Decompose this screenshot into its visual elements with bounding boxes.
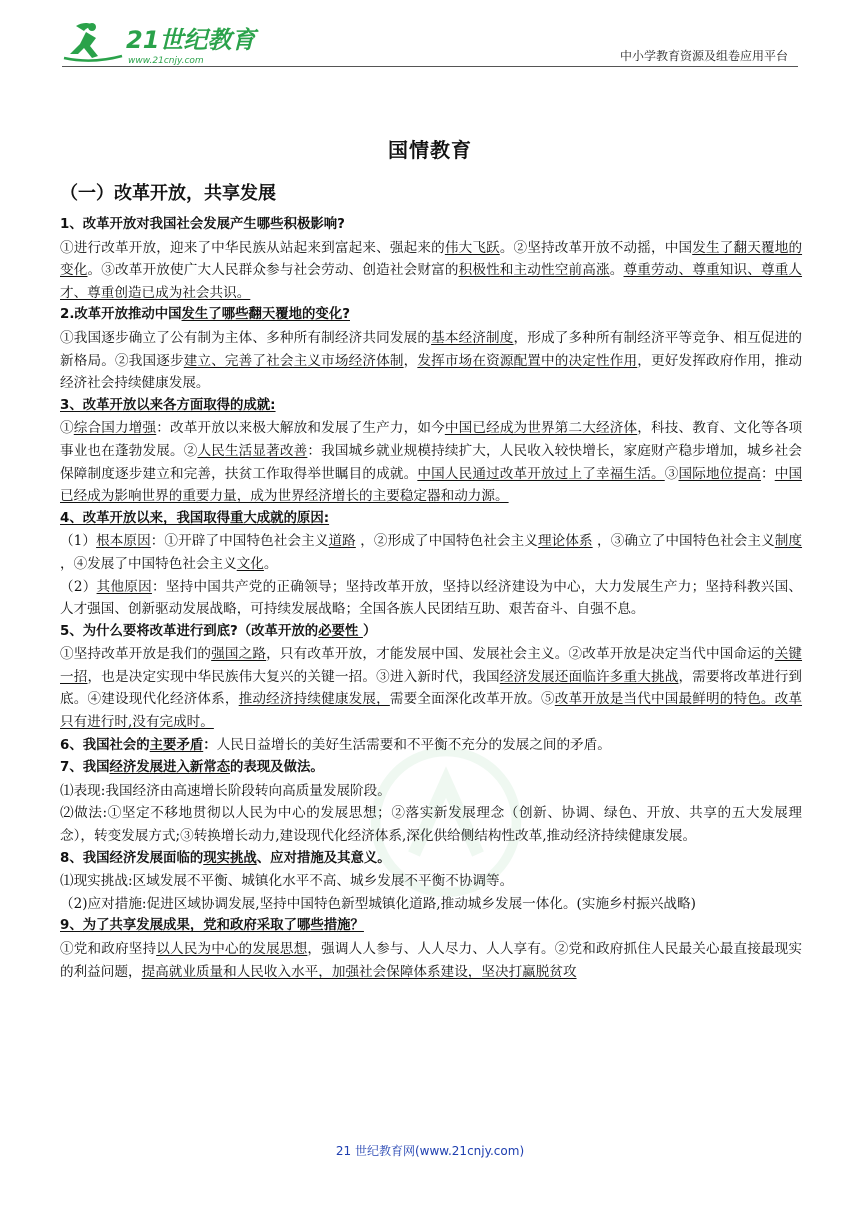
svg-text:21世纪教育: 21世纪教育 [126, 26, 256, 54]
question-8: 8、我国经济发展面临的现实挑战、应对措施及其意义。 [60, 850, 391, 866]
answer-9: ①党和政府坚持以人民为中心的发展思想，强调人人参与、人人尽力、人人享有。②党和政府抓住人民最关心最直接最现实的利益问题，提高就业质量和人民收入水平，加强社会保障体系建设，坚决打赢脱贫攻 [60, 941, 803, 980]
answer-8-line-2: （2)应对措施:促进区域协调发展,坚持中国特色新型城镇化道路,推动城乡发展一体化。(实施乡村振兴战略) [60, 895, 696, 912]
site-logo [62, 18, 302, 66]
answer-7-line-2: ⑵做法:①坚定不移地贯彻以人民为中心的发展思想；②落实新发展理念（创新、协调、绿色、开放、共享的五大发展理念），转变发展方式;③转换增长动力,建设现代化经济体系,深化供给侧结构性改革,推动经济持续健康发展。 [60, 805, 802, 845]
question-9: 9、为了共享发展成果，党和政府采取了哪些措施？ [60, 918, 364, 934]
page-title: 国情教育 [388, 138, 472, 162]
footer-link[interactable]: 21 世纪教育网(www.21cnjy.com) [335, 1144, 525, 1158]
question-3: 3、改革开放以来各方面取得的成就: [60, 397, 276, 413]
platform-name: 中小学教育资源及组卷应用平台 [619, 49, 788, 63]
runner-icon [64, 23, 122, 61]
question-2: 2.改革开放推动中国发生了哪些翻天覆地的变化? [60, 307, 350, 323]
answer-8-line-1: ⑴现实挑战:区域发展不平衡、城镇化水平不高、城乡发展不平衡不协调等。 [60, 873, 514, 890]
answer-5: ①坚持改革开放是我们的强国之路，只有改革开放，才能发展中国、发展社会主义。②改革开放是决定当代中国命运的关键一招，也是决定实现中华民族伟大复兴的关键一招。③进入新时代，我国经济发展还面临许多重大挑战，需要将改革进行到底。④建设现代化经济体系，推动经济持续健康发展，需要全面深化改革开放。⑤改革开放是当代中国最鲜明的特色。改革只有进行时,没有完成时。 [60, 646, 803, 731]
answer-2: ①我国逐步确立了公有制为主体、多种所有制经济共同发展的基本经济制度，形成了多种所有制经济平等竞争、相互促进的新格局。②我国逐步建立、完善了社会主义市场经济体制，发挥市场在资源配置中的决定性作用，更好发挥政府作用，推动经济社会持续健康发展。 [60, 329, 803, 392]
section-heading: （一）改革开放，共享发展 [60, 183, 276, 204]
answer-4-part-2: （2）其他原因：坚持中国共产党的正确领导；坚持改革开放，坚持以经济建设为中心，大力发展生产力；坚持科教兴国、人才强国、创新驱动发展战略，可持续发展战略；全国各族人民团结互助、艰苦奋斗、自强不息。 [60, 578, 803, 618]
question-1: 1、改革开放对我国社会发展产生哪些积极影响? [60, 217, 345, 232]
answer-7-line-1: ⑴表现:我国经济由高速增长阶段转向高质量发展阶段。 [60, 782, 391, 799]
answer-3: ①综合国力增强：改革开放以来极大解放和发展了生产力，如今中国已经成为世界第二大经济体，科技、教育、文化等各项事业也在蓬勃发展。②人民生活显著改善：我国城乡就业规模持续扩大，人民收入较快增长，家庭财产稳步增加，城乡社会保障制度逐步建立和完善，扶贫工作取得举世瞩目的成就。中国人民通过改革开放过上了幸福生活。③国际地位提高：中国已经成为影响世界的重要力量，成为世界经济增长的主要稳定器和动力源。 [60, 420, 803, 505]
svg-text:www.21cnjy.com: www.21cnjy.com [128, 56, 204, 66]
answer-4-part-1: （1）根本原因：①开辟了中国特色社会主义道路 ，②形成了中国特色社会主义理论体系 ，③确立了中国特色社会主义制度 ，④发展了中国特色社会主义文化。 [60, 533, 803, 572]
document-body [60, 214, 802, 983]
answer-1: ①进行改革开放，迎来了中华民族从站起来到富起来、强起来的伟大飞跃。②坚持改革开放不动摇，中国发生了翻天覆地的变化。③改革开放使广大人民群众参与社会劳动、创造社会财富的积极性和主动性空前高涨。尊重劳动、尊重知识、尊重人才、尊重创造已成为社会共识。 [60, 239, 803, 301]
question-7: 7、我国经济发展进入新常态的表现及做法。 [60, 760, 324, 776]
header-divider [62, 66, 798, 67]
question-5: 5、为什么要将改革进行到底?（改革开放的必要性 ） [60, 623, 377, 639]
page-header [62, 18, 798, 68]
question-4: 4、改革开放以来，我国取得重大成就的原因: [60, 510, 330, 526]
question-6: 6、我国社会的主要矛盾：人民日益增长的美好生活需要和不平衡不充分的发展之间的矛盾。 [60, 736, 611, 753]
